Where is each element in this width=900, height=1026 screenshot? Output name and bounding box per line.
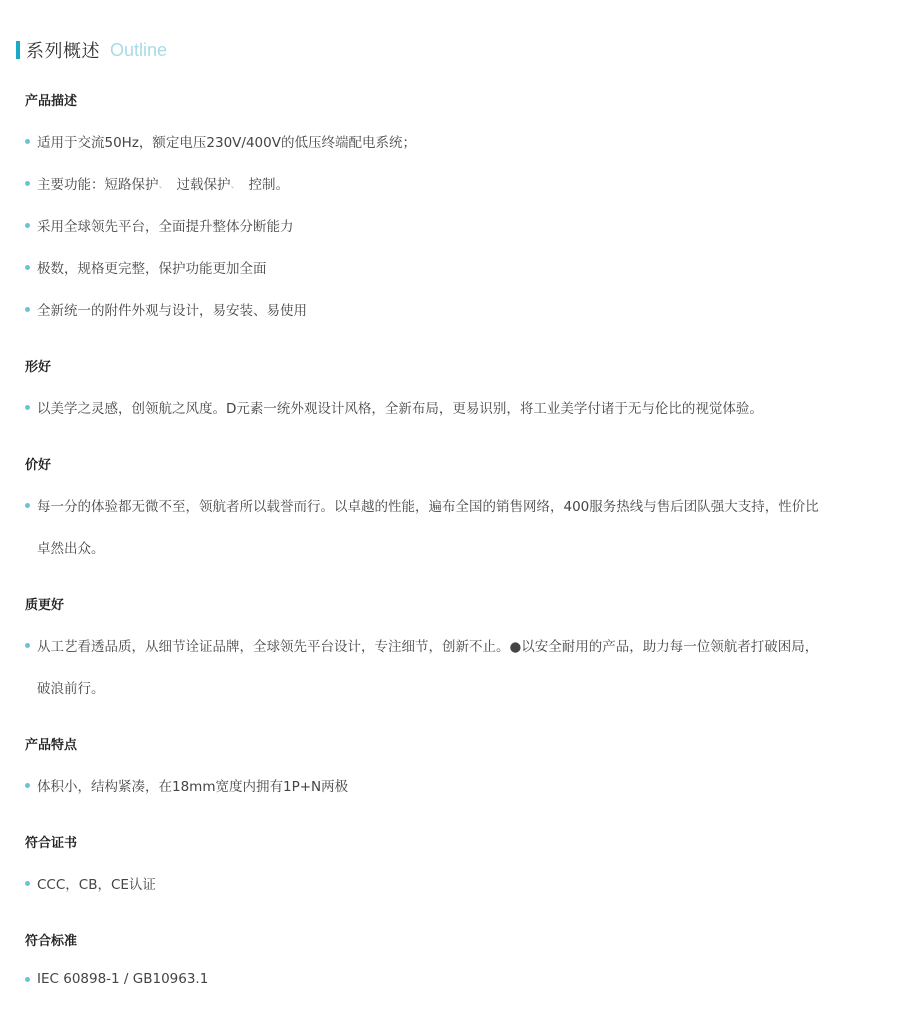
list-item: [25, 173, 289, 193]
bullet-icon: [25, 139, 30, 144]
section-title-features: 产品特点: [25, 738, 78, 753]
list-item: [25, 131, 416, 151]
bullet-icon: [25, 643, 30, 648]
item-separator: 、: [158, 179, 169, 191]
list-item: [25, 257, 267, 277]
list-item: [25, 495, 819, 515]
item-text: 适用于交流50Hz，额定电压230V/400V的低压终端配电系统；: [37, 135, 416, 151]
section-title-price: 价好: [25, 458, 52, 473]
section-title-description: 产品描述: [25, 94, 78, 109]
item-text: 体积小，结构紧凑，在18mm宽度内拥有1P+N两极: [37, 779, 349, 795]
item-separator: 、: [230, 179, 241, 191]
item-text: 全新统一的附件外观与设计，易安装、易使用: [37, 303, 307, 319]
item-text: 采用全球领先平台，全面提升整体分断能力: [37, 219, 294, 235]
section-title-standards: 符合标准: [25, 934, 78, 949]
list-item: [25, 873, 156, 893]
header-title-en: Outline: [110, 39, 168, 60]
header-title-cn: 系列概述: [26, 41, 100, 62]
item-text: CCC，CB，CE认证: [37, 877, 156, 893]
bullet-icon: [25, 223, 30, 228]
item-text-continuation: 破浪前行。: [37, 681, 105, 697]
list-item: [25, 635, 818, 655]
header-accent-bar: [16, 41, 20, 59]
list-item: [25, 397, 763, 417]
section-title-quality: 质更好: [25, 598, 65, 613]
item-text-part: 过载保护: [176, 177, 231, 193]
bullet-icon: [25, 181, 30, 186]
bullet-icon: [25, 405, 30, 410]
list-item: [25, 775, 348, 795]
page-header: [16, 38, 167, 62]
bullet-icon: [25, 265, 30, 270]
section-title-shape: 形好: [25, 360, 52, 375]
bullet-icon: [25, 783, 30, 788]
bullet-icon: [25, 307, 30, 312]
item-text-part: 控制。: [248, 177, 289, 193]
item-text: 极数，规格更完整，保护功能更加全面: [37, 261, 267, 277]
item-text-part: 主要功能：短路保护: [37, 177, 159, 193]
bullet-icon: [25, 881, 30, 886]
bullet-icon: [25, 503, 30, 508]
bullet-icon: [25, 977, 30, 982]
item-text: IEC 60898-1 / GB10963.1: [37, 971, 209, 987]
item-text-continuation: 卓然出众。: [37, 541, 105, 557]
list-item: [25, 971, 208, 987]
section-title-certificates: 符合证书: [25, 836, 78, 851]
list-item: [25, 299, 307, 319]
item-text: 每一分的体验都无微不至，领航者所以载誉而行。以卓越的性能，遍布全国的销售网络，400服务热线与售后团队强大支持，性价比: [37, 499, 819, 515]
list-item: [25, 215, 294, 235]
item-text: 从工艺看透品质，从细节诠证品牌，全球领先平台设计，专注细节，创新不止。●以安全耐用的产品，助力每一位领航者打破困局，: [37, 639, 819, 655]
item-text: 以美学之灵感，创领航之风度。D元素一统外观设计风格，全新布局，更易识别，将工业美学付诸于无与伦比的视觉体验。: [37, 401, 763, 417]
